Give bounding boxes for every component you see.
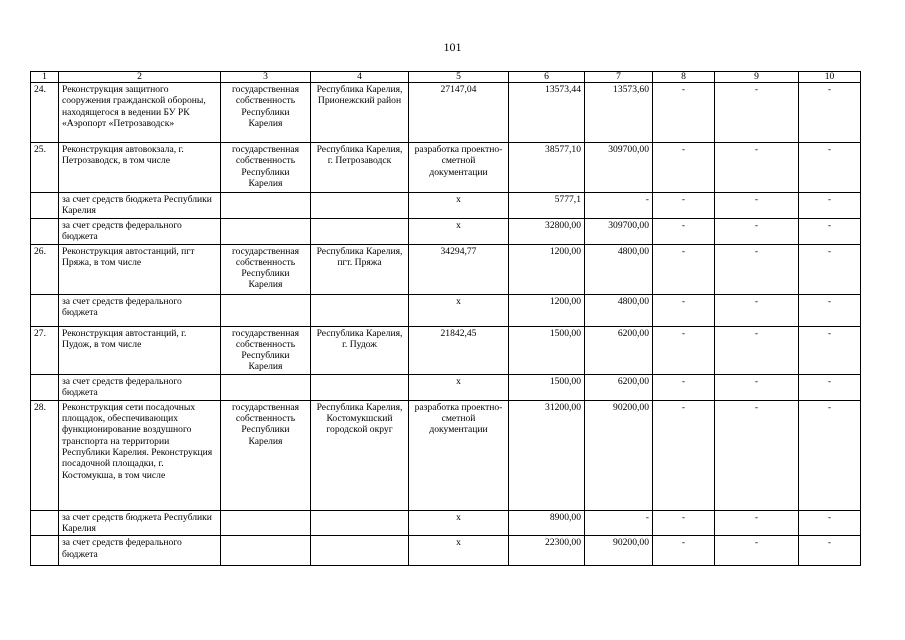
header-cell: 2 [59,72,221,83]
ownership-cell: государственная собственность Республики Карелия [221,143,311,193]
object-name-cell: Реконструкция автостанций, г. Пудож, в том числе [59,326,221,374]
value-col8-cell: - [653,536,715,566]
value-col10-cell: - [799,143,861,193]
value-col9-cell: - [715,193,799,219]
location-cell [311,510,409,536]
value-col10-cell: - [799,510,861,536]
value-col9-cell: - [715,510,799,536]
value-col6-cell: 22300,00 [509,536,585,566]
object-name-cell: Реконструкция сети посадочных площадок, обеспечивающих функционирование воздушного транспорта на территории Республики Карелия. Реконструкция посадочной площадки, г. Костомукша, в том числе [59,400,221,510]
table-row [31,143,861,193]
ownership-cell [221,510,311,536]
header-cell: 4 [311,72,409,83]
row-number-cell [31,193,59,219]
value-col7-cell: 309700,00 [585,218,653,244]
value-col7-cell: 4800,00 [585,244,653,294]
value-col10-cell: - [799,83,861,143]
value-col9-cell: - [715,536,799,566]
header-cell: 10 [799,72,861,83]
location-cell [311,294,409,326]
page-number: 101 [443,40,462,54]
program-table [30,71,861,566]
value-col6-cell: 31200,00 [509,400,585,510]
value-col10-cell: - [799,400,861,510]
value-col8-cell: - [653,294,715,326]
value-col6-cell: 38577,10 [509,143,585,193]
value-col10-cell: - [799,193,861,219]
value-col7-cell: 90200,00 [585,536,653,566]
ownership-cell: государственная собственность Республики Карелия [221,244,311,294]
value-col6-cell: 1500,00 [509,374,585,400]
value-col9-cell: - [715,326,799,374]
header-cell: 1 [31,72,59,83]
header-cell: 5 [409,72,509,83]
table-row [31,374,861,400]
ownership-cell: государственная собственность Республики Карелия [221,83,311,143]
ownership-cell: государственная собственность Республики Карелия [221,326,311,374]
table-row [31,294,861,326]
value-col8-cell: - [653,83,715,143]
row-number-cell [31,294,59,326]
location-cell [311,218,409,244]
object-name-cell: за счет средств федерального бюджета [59,374,221,400]
ownership-cell [221,536,311,566]
value-col8-cell: - [653,326,715,374]
table-header-row [31,72,861,83]
cost-cell: x [409,510,509,536]
row-number-cell: 27. [31,326,59,374]
value-col6-cell: 8900,00 [509,510,585,536]
ownership-cell [221,193,311,219]
value-col7-cell: 13573,60 [585,83,653,143]
value-col7-cell: 6200,00 [585,374,653,400]
value-col8-cell: - [653,218,715,244]
value-col6-cell: 32800,00 [509,218,585,244]
value-col6-cell: 13573,44 [509,83,585,143]
cost-cell: 34294,77 [409,244,509,294]
location-cell: Республика Карелия, Костомукшский городской округ [311,400,409,510]
location-cell [311,374,409,400]
cost-cell: разработка проектно-сметной документации [409,143,509,193]
ownership-cell [221,294,311,326]
header-cell: 3 [221,72,311,83]
value-col10-cell: - [799,218,861,244]
value-col6-cell: 5777,1 [509,193,585,219]
value-col6-cell: 1500,00 [509,326,585,374]
object-name-cell: Реконструкция защитного сооружения гражданской обороны, находящегося в ведении БУ РК «Аэропорт «Петрозаводск» [59,83,221,143]
object-name-cell: Реконструкция автовокзала, г. Петрозаводск, в том числе [59,143,221,193]
row-number-cell: 26. [31,244,59,294]
value-col9-cell: - [715,244,799,294]
table-row [31,193,861,219]
value-col8-cell: - [653,193,715,219]
table-row [31,218,861,244]
value-col8-cell: - [653,510,715,536]
object-name-cell: Реконструкция автостанций, пгт Пряжа, в том числе [59,244,221,294]
row-number-cell [31,536,59,566]
value-col7-cell: 90200,00 [585,400,653,510]
cost-cell: 27147,04 [409,83,509,143]
row-number-cell: 28. [31,400,59,510]
value-col6-cell: 1200,00 [509,244,585,294]
object-name-cell: за счет средств бюджета Республики Карелия [59,193,221,219]
value-col8-cell: - [653,143,715,193]
header-cell: 8 [653,72,715,83]
row-number-cell: 24. [31,83,59,143]
value-col7-cell: 6200,00 [585,326,653,374]
object-name-cell: за счет средств федерального бюджета [59,536,221,566]
ownership-cell [221,374,311,400]
cost-cell: 21842,45 [409,326,509,374]
value-col10-cell: - [799,326,861,374]
header-cell: 7 [585,72,653,83]
ownership-cell [221,218,311,244]
row-number-cell: 25. [31,143,59,193]
value-col9-cell: - [715,143,799,193]
table-row [31,244,861,294]
value-col9-cell: - [715,83,799,143]
cost-cell: x [409,536,509,566]
value-col7-cell: 309700,00 [585,143,653,193]
cost-cell: x [409,193,509,219]
table-row [31,510,861,536]
value-col8-cell: - [653,400,715,510]
value-col9-cell: - [715,294,799,326]
value-col9-cell: - [715,218,799,244]
location-cell: Республика Карелия, г. Пудож [311,326,409,374]
object-name-cell: за счет средств федерального бюджета [59,294,221,326]
value-col7-cell: 4800,00 [585,294,653,326]
location-cell [311,536,409,566]
header-cell: 6 [509,72,585,83]
location-cell [311,193,409,219]
object-name-cell: за счет средств федерального бюджета [59,218,221,244]
table-row [31,326,861,374]
value-col6-cell: 1200,00 [509,294,585,326]
location-cell: Республика Карелия, г. Петрозаводск [311,143,409,193]
object-name-cell: за счет средств бюджета Республики Карелия [59,510,221,536]
location-cell: Республика Карелия, Прионежский район [311,83,409,143]
value-col7-cell: - [585,193,653,219]
value-col9-cell: - [715,374,799,400]
value-col10-cell: - [799,244,861,294]
cost-cell: x [409,294,509,326]
value-col10-cell: - [799,536,861,566]
cost-cell: x [409,374,509,400]
value-col8-cell: - [653,374,715,400]
table-row [31,536,861,566]
header-cell: 9 [715,72,799,83]
cost-cell: x [409,218,509,244]
value-col9-cell: - [715,400,799,510]
row-number-cell [31,218,59,244]
cost-cell: разработка проектно-сметной документации [409,400,509,510]
row-number-cell [31,374,59,400]
table-row [31,83,861,143]
value-col10-cell: - [799,374,861,400]
location-cell: Республика Карелия, пгт. Пряжа [311,244,409,294]
value-col8-cell: - [653,244,715,294]
ownership-cell: государственная собственность Республики Карелия [221,400,311,510]
value-col7-cell: - [585,510,653,536]
table-row [31,400,861,510]
row-number-cell [31,510,59,536]
value-col10-cell: - [799,294,861,326]
